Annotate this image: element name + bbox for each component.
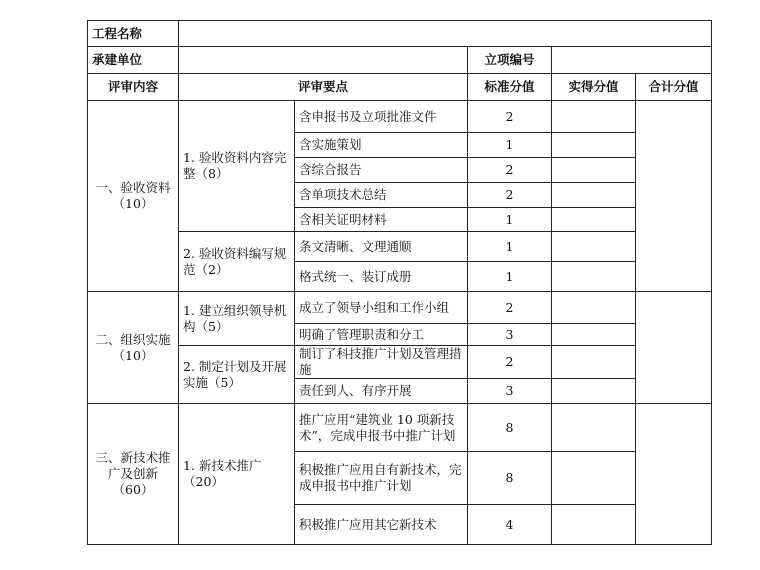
item-text: 格式统一、装订成册 [295,262,468,292]
group-title: 1. 验收资料内容完整（8） [179,101,295,232]
item-score: 2 [468,183,552,208]
item-score: 1 [468,208,552,232]
item-score: 3 [468,324,552,346]
item-score: 3 [468,379,552,404]
project-name-row [88,21,712,47]
total-score-cell[interactable] [636,292,712,404]
item-score: 1 [468,133,552,158]
section-title: 三、新技术推广及创新（60） [88,404,179,545]
actual-score-cell[interactable] [552,101,636,133]
project-name-value[interactable] [179,21,712,47]
item-text: 含相关证明材料 [295,208,468,232]
actual-score-cell[interactable] [552,505,636,545]
item-score: 2 [468,101,552,133]
actual-score-cell[interactable] [552,379,636,404]
table-row [88,292,712,324]
item-text: 含单项技术总结 [295,183,468,208]
total-score-cell[interactable] [636,404,712,545]
actual-score-cell[interactable] [552,208,636,232]
total-score-cell[interactable] [636,101,712,292]
section-title: 二、组织实施（10） [88,292,179,404]
group-title: 1. 建立组织领导机构（5） [179,292,295,346]
project-no-value[interactable] [552,47,712,74]
item-text: 含综合报告 [295,158,468,183]
column-header-row [88,74,712,101]
actual-score-cell[interactable] [552,292,636,324]
item-score: 2 [468,158,552,183]
col-header-actual: 实得分值 [552,74,636,101]
actual-score-cell[interactable] [552,452,636,505]
item-score: 1 [468,232,552,262]
item-score: 4 [468,505,552,545]
review-table [87,20,712,545]
builder-row [88,47,712,74]
item-score: 8 [468,404,552,452]
item-text: 积极推广应用自有新技术，完成申报书中推广计划 [295,452,468,505]
table-row [88,101,712,133]
item-score: 1 [468,262,552,292]
item-text: 明确了管理职责和分工 [295,324,468,346]
item-text: 成立了领导小组和工作小组 [295,292,468,324]
actual-score-cell[interactable] [552,158,636,183]
item-score: 2 [468,346,552,379]
item-text: 制订了科技推广计划及管理措施 [295,346,468,379]
item-text: 条文清晰、文理通顺 [295,232,468,262]
project-no-label: 立项编号 [468,47,552,74]
actual-score-cell[interactable] [552,183,636,208]
actual-score-cell[interactable] [552,346,636,379]
item-score: 8 [468,452,552,505]
group-title: 2. 验收资料编写规范（2） [179,232,295,292]
table-row [88,232,712,262]
group-title: 2. 制定计划及开展实施（5） [179,346,295,404]
actual-score-cell[interactable] [552,262,636,292]
actual-score-cell[interactable] [552,133,636,158]
section-title: 一、验收资料（10） [88,101,179,292]
item-text: 含申报书及立项批准文件 [295,101,468,133]
item-text: 推广应用“建筑业 10 项新技术”，完成申报书中推广计划 [295,404,468,452]
actual-score-cell[interactable] [552,324,636,346]
item-text: 责任到人、有序开展 [295,379,468,404]
col-header-content: 评审内容 [88,74,179,101]
item-text: 积极推广应用其它新技术 [295,505,468,545]
group-title: 1. 新技术推广（20） [179,404,295,545]
col-header-total: 合计分值 [636,74,712,101]
col-header-standard: 标准分值 [468,74,552,101]
table-row [88,404,712,452]
builder-label: 承建单位 [88,47,179,74]
item-score: 2 [468,292,552,324]
actual-score-cell[interactable] [552,404,636,452]
col-header-points: 评审要点 [179,74,468,101]
table-row [88,346,712,379]
actual-score-cell[interactable] [552,232,636,262]
item-text: 含实施策划 [295,133,468,158]
builder-value[interactable] [179,47,468,74]
project-name-label: 工程名称 [88,21,179,47]
